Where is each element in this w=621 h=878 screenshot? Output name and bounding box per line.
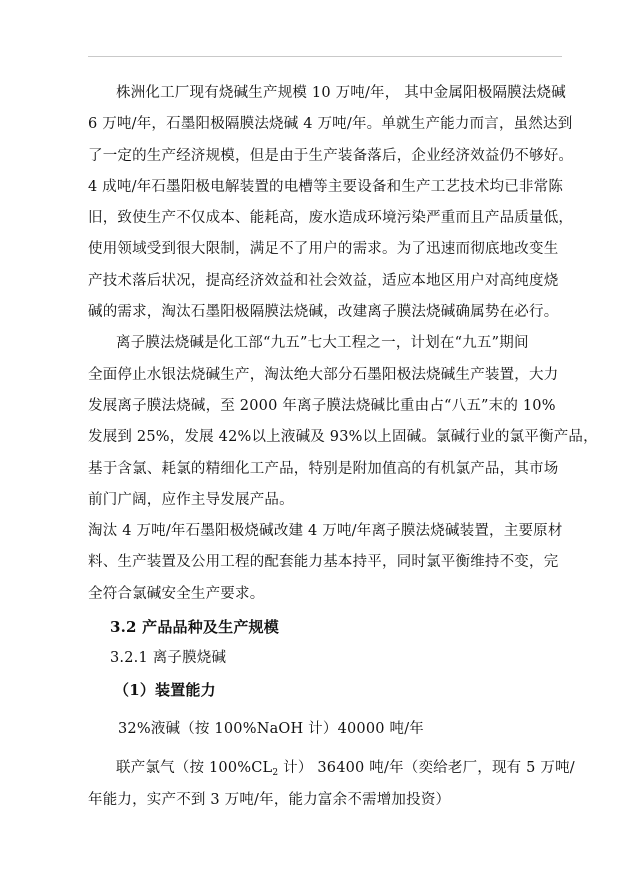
paragraph-2 [88, 328, 598, 516]
text-line: 发展到 25%，发展 42%以上液碱及 93%以上固碱。氯碱行业的氯平衡产品， [88, 429, 598, 446]
text-line: 前门广阔，应作主导发展产品。 [88, 491, 294, 508]
capacity-line-2 [88, 753, 575, 784]
capacity-line-2-post: 计） 36400 吨/年（奕给老厂，现有 5 万吨/ [278, 760, 575, 777]
chlorine-subscript: 2 [272, 768, 279, 779]
text-line: 基于含氯、耗氯的精细化工产品，特别是附加值高的有机氯产品，其市场 [88, 460, 559, 477]
text-line: 4 成吨/年石墨阳极电解装置的电槽等主要设备和生产工艺技术均已非常陈 [88, 178, 564, 195]
text-line: 淘汰 4 万吨/年石墨阳极烧碱改建 4 万吨/年离子膜法烧碱装置，主要原材 [88, 523, 563, 540]
text-line: 全符合氯碱安全生产要求。 [88, 585, 265, 602]
text-line: 离子膜法烧碱是化工部“九五”七大工程之一，计划在“九五”期间 [116, 335, 529, 352]
text-line: 旧，致使生产不仅成本、能耗高，废水造成环境污染严重而且产品质量低， [88, 210, 574, 227]
text-line: 碱的需求，淘汰石墨阳极隔膜法烧碱，改建离子膜法烧碱确属势在必行。 [88, 304, 559, 321]
capacity-line-1: 32%液碱（按 100%NaOH 计）40000 吨/年 [118, 720, 424, 737]
paragraph-1 [88, 78, 574, 328]
text-line: 使用领域受到很大限制，满足不了用户的需求。为了迅速而彻底地改变生 [88, 241, 559, 258]
text-line: 株洲化工厂现有烧碱生产规模 10 万吨/年， 其中金属阳极隔膜法烧碱 [116, 85, 566, 101]
subsection-heading: 3.2.1 离子膜烧碱 [110, 650, 227, 667]
item-heading: （1）装置能力 [114, 680, 216, 699]
capacity-line-3: 年能力，实产不到 3 万吨/年，能力富余不需增加投资） [88, 791, 451, 808]
paragraph-3 [88, 516, 564, 610]
text-line: 全面停止水银法烧碱生产，淘汰绝大部分石墨阳极法烧碱生产装置，大力 [88, 366, 559, 383]
header-rule [88, 56, 562, 57]
document-body [88, 78, 598, 816]
capacity-line-2-pre: 联产氯气（按 100%CL [116, 760, 273, 777]
text-line: 料、生产装置及公用工程的配套能力基本持平，同时氯平衡维持不变，完 [88, 554, 559, 571]
text-line: 了一定的生产经济规模，但是由于生产装备落后，企业经济效益仍不够好。 [88, 147, 574, 164]
text-line: 发展离子膜法烧碱，至 2000 年离子膜法烧碱比重由占“八五”末的 10% [88, 397, 556, 414]
text-line: 产技术落后状况，提高经济效益和社会效益，适应本地区用户对高纯度烧 [88, 272, 559, 289]
section-heading: 3.2 产品品种及生产规模 [110, 618, 279, 637]
text-line: 6 万吨/年，石墨阳极隔膜法烧碱 4 万吨/年。单就生产能力而言，虽然达到 [88, 116, 573, 133]
